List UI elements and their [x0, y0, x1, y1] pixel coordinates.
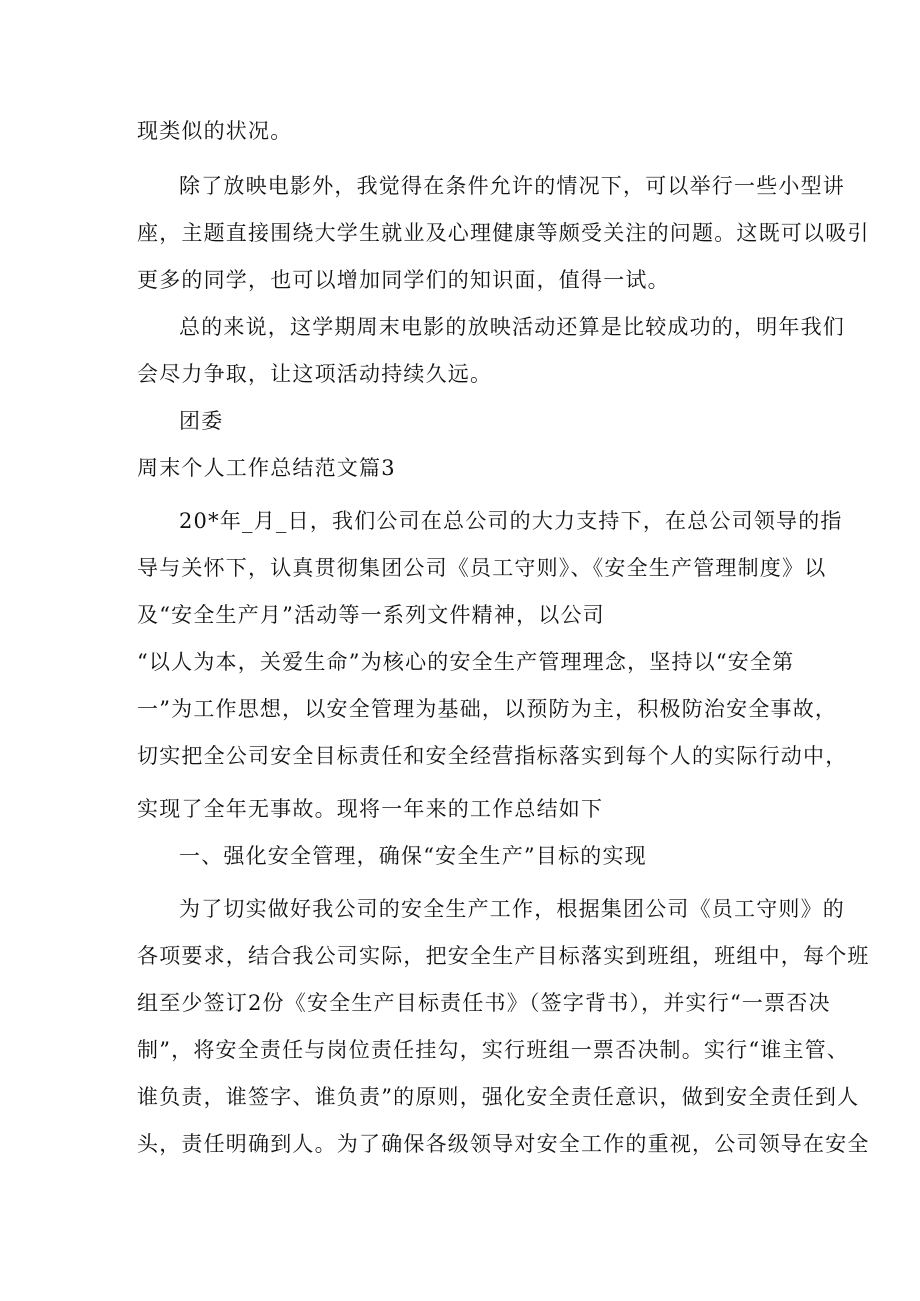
text-line: 座，主题直接围绕大学生就业及心理健康等颇受关注的问题。这既可以吸引 — [137, 221, 870, 245]
text-line: 一”为工作思想，以安全管理为基础，以预防为主，积极防治安全事故， — [137, 697, 838, 721]
signature-line: 团委 — [179, 409, 224, 433]
text-line: 更多的同学，也可以增加同学们的知识面，值得一试。 — [137, 268, 670, 292]
text-line: 总的来说，这学期周末电影的放映活动还算是比较成功的，明年我们 — [179, 315, 845, 339]
text-line: 及“安全生产月”活动等一系列文件精神，以公司 — [137, 603, 605, 627]
text-line: 实现了全年无事故。现将一年来的工作总结如下 — [137, 797, 604, 821]
text-line: 20*年_月_日，我们公司在总公司的大力支持下，在总公司领导的指 — [179, 509, 843, 533]
text-line: 会尽力争取，让这项活动持续久远。 — [137, 362, 493, 386]
subsection-heading: 一、强化安全管理，确保“安全生产”目标的实现 — [179, 844, 647, 868]
text-line: “以人为本，关爱生命”为核心的安全生产管理理念，坚持以“安全第 — [137, 650, 795, 674]
text-line: 除了放映电影外，我觉得在条件允许的情况下，可以举行一些小型讲 — [179, 174, 845, 198]
text-line: 导与关怀下，认真贯彻集团公司《员工守则》、《安全生产管理制度》以 — [137, 556, 827, 580]
text-line: 现类似的状况。 — [137, 119, 293, 143]
text-line: 各项要求，结合我公司实际，把安全生产目标落实到班组，班组中，每个班 — [137, 944, 870, 968]
section-title: 周末个人工作总结范文篇3 — [137, 456, 396, 480]
text-line: 头，责任明确到人。为了确保各级领导对安全工作的重视，公司领导在安全 — [137, 1132, 870, 1156]
text-line: 谁负责，谁签字、谁负责”的原则，强化安全责任意识，做到安全责任到人 — [137, 1085, 860, 1109]
text-line: 切实把全公司安全目标责任和安全经营指标落实到每个人的实际行动中， — [137, 744, 848, 768]
text-line: 制”，将安全责任与岗位责任挂勾，实行班组一票否决制。实行“谁主管、 — [137, 1038, 850, 1062]
text-line: 为了切实做好我公司的安全生产工作，根据集团公司《员工守则》的 — [179, 897, 845, 921]
text-line: 组至少签订2份《安全生产目标责任书》（签字背书），并实行“一票否决 — [137, 991, 831, 1015]
